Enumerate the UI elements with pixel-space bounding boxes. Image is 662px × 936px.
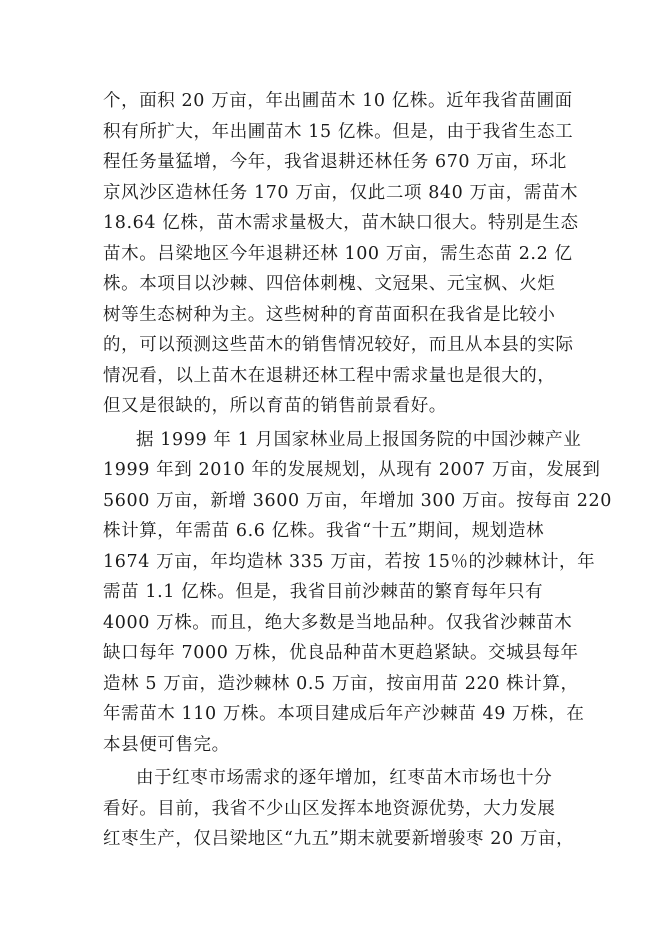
- text-line: 缺口每年 7000 万株，优良品种苗木更趋紧缺。交城县每年: [103, 643, 579, 663]
- text-line: 本县便可售完。: [103, 734, 230, 755]
- text-line: 程任务量猛增，今年，我省退耕还林任务 670 万亩，环北: [103, 152, 567, 172]
- text-line: 苗木。吕梁地区今年退耕还林 100 万亩，需生态苗 2.2 亿: [103, 243, 573, 264]
- text-line: 4000 万株。而且，绝大多数是当地品种。仅我省沙棘苗木: [103, 612, 573, 633]
- text-line: 1999 年到 2010 年的发展规划，从现有 2007 万亩，发展到: [103, 460, 601, 480]
- text-line: 的，可以预测这些苗木的销售情况较好，而且从本县的实际: [103, 335, 574, 355]
- text-line: 情况看，以上苗木在退耕还林工程中需求量也是很大的，: [103, 365, 556, 386]
- text-line: 京风沙区造林任务 170 万亩，仅此二项 840 万亩，需苗木: [103, 182, 579, 203]
- text-line: 造林 5 万亩，造沙棘林 0.5 万亩，按亩用苗 220 株计算，: [103, 673, 579, 694]
- text-line: 需苗 1.1 亿株。但是，我省目前沙棘苗的繁育每年只有: [103, 582, 544, 602]
- text-line: 个，面积 20 万亩，年出圃苗木 10 亿株。近年我省苗圃面: [103, 91, 573, 111]
- body-text: [103, 86, 612, 855]
- text-line: 5600 万亩，新增 3600 万亩，年增加 300 万亩。按每亩 220: [103, 490, 612, 511]
- text-line: 据 1999 年 1 月国家林业局上报国务院的中国沙棘产业: [136, 429, 582, 450]
- text-line: 树等生态树种为主。这些树种的育苗面积在我省是比较小: [103, 304, 556, 325]
- text-line: 株。本项目以沙棘、四倍体刺槐、文冠果、元宝枫、火炬: [103, 274, 556, 294]
- text-line: 由于红枣市场需求的逐年增加，红枣苗木市场也十分: [136, 768, 553, 788]
- paragraph-seabuckthorn: [103, 425, 612, 761]
- text-line: 株计算，年需苗 6.6 亿株。我省“十五”期间，规划造林: [103, 521, 545, 541]
- text-line: 积有所扩大，年出圃苗木 15 亿株。但是，由于我省生态工: [103, 121, 574, 142]
- text-line: 1674 万亩，年均造林 335 万亩，若按 15％的沙棘林计，年: [103, 551, 596, 572]
- paragraph-red-jujube: [103, 763, 575, 855]
- text-line: 18.64 亿株，苗木需求量极大，苗木缺口很大。特别是生态: [103, 213, 579, 233]
- paragraph-continuation: [103, 86, 579, 422]
- text-line: 但又是很缺的，所以育苗的销售前景看好。: [103, 396, 447, 416]
- text-line: 看好。目前，我省不少山区发挥本地资源优势，大力发展: [103, 798, 556, 819]
- text-line: 年需苗木 110 万株。本项目建成后年产沙棘苗 49 万株，在: [103, 704, 585, 724]
- text-line: 红枣生产，仅吕梁地区“九五”期末就要新增骏枣 20 万亩，: [103, 829, 575, 849]
